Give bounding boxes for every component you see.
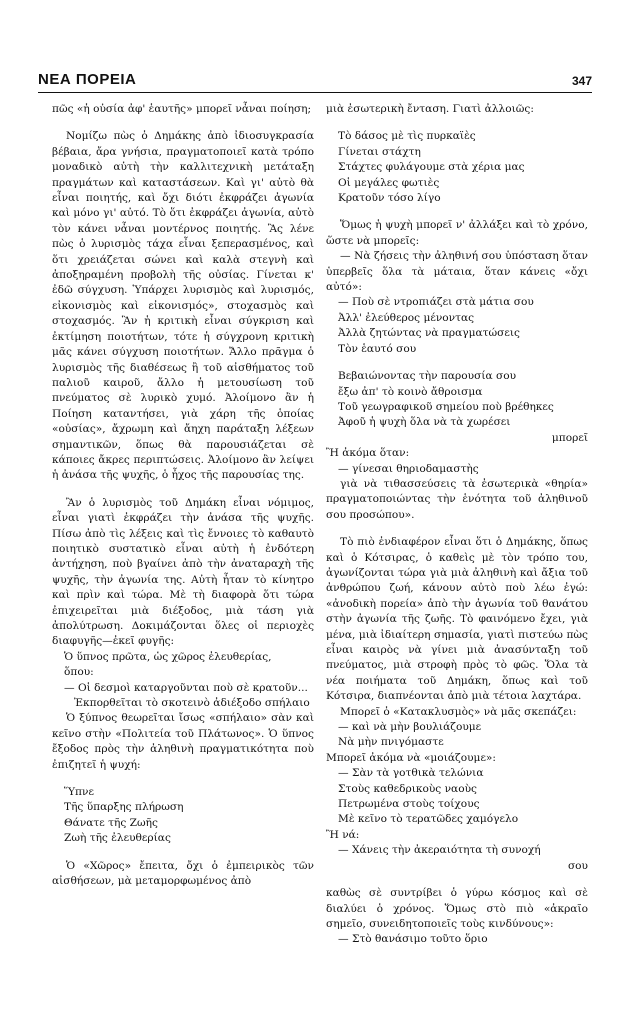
paragraph: Ἂν ὁ λυρισμὸς τοῦ Δημάκη εἶναι νόμιμος, εἶναι γιατὶ ἐκφράζει τὴν ἀνάσα τῆς ψυχῆς. Πίσω ἀπὸ τὶς λέξεις καὶ τὶς ἔννοιες τὸ καθαυτὸ ποιητικὸ συστατικὸ εἶναι αὐτὴ ἡ ἐνδότερη ἀντήχηση, ποὺ βγαίνει ἀπὸ τὴν ἀναταραχὴ τῆς ψυχῆς, τὴν ἀγωνία της. Αὐτὴ ἦταν τὸ κίνητρο καὶ πρὶν καὶ τώρα. Μὲ τὴ διαφορὰ ὅτι τώρα ἐπιχειρεῖται μιὰ διέξοδος, μιὰ τάση γιὰ ἀπολύτρωση. Δοκιμάζονται ὅλες οἱ περιοχὲς διαφυγῆς—ἐκεῖ φυγῆς: [52, 496, 314, 648]
verse-line: Ἀλλὰ ζητώντας νὰ πραγματώσεις [338, 327, 520, 340]
poem-stanza [326, 369, 588, 446]
verse-line: Ἀφοῦ ἡ ψυχὴ ὅλα νὰ τὰ χωρέσει [338, 416, 511, 429]
verse-line: Τὸν ἑαυτό σου [338, 342, 417, 355]
verse-line: Γίνεται στάχτη [338, 145, 421, 158]
verse-line: — Χάνεις τὴν ἀκεραιότητα τὴ συνοχή [338, 844, 541, 857]
paragraph: Τὸ πιὸ ἐνδιαφέρον εἶναι ὅτι ὁ Δημάκης, ὅπως καὶ ὁ Κότσιρας, ὁ καθεὶς μὲ τὸν τρόπο του, ἀγωνίζονται τώρα γιὰ μιὰ ἀληθινὴ καὶ ἄξια τοῦ ἀνθρώπου ζωή, κάνουν αὐτὸ ποὺ λέω ἐγώ: «ἀνοδικὴ πορεία» ἀπὸ τὴν ἀγωνία τοῦ θανάτου στὴν ἀγωνία τῆς ζωῆς. Τὸ φαινόμενο ἔχει, γιὰ μένα, μιὰ ἰδιαίτερη σημασία, γιατὶ πιστεύω πὼς εἶναι καιρὸς νὰ γίνει μιὰ ἀνασύνταξη τοῦ πνεύματος, μιὰ στροφὴ πρὸς τὸ φῶς. Ὅλα τὰ νέα ποιήματα τοῦ Δημάκη, ὅπως καὶ τοῦ Κότσιρα, διαπνέονται ἀπὸ μιὰ τέτοια λαχτάρα. [326, 536, 588, 703]
verse-line: Στοὺς καθεδρικοὺς ναοὺς [338, 782, 477, 795]
paragraph: Ἢ νά: [326, 828, 360, 841]
quoted-verse [52, 650, 314, 712]
verse-line: — Σὰν τὰ γοτθικὰ τελώνια [338, 767, 484, 780]
paragraph: πῶς «ἡ οὐσία ἀφ' ἑαυτῆς» μπορεῖ νἆναι ποίηση; [52, 103, 312, 115]
verse-line: Νὰ μὴν πνιγόμαστε [338, 736, 444, 749]
verse-line: Ἀλλ' ἐλεύθερος μένοντας [338, 311, 475, 324]
paragraph: — Νὰ ζήσεις τὴν ἀληθινή σου ὑπόσταση ὅταν ὑπερβεῖς ὅλα τὰ μάταια, ὅταν κάνεις «ὄχι αὐτό»: [326, 250, 588, 294]
paragraph: Νομίζω πὼς ὁ Δημάκης ἀπὸ ἰδιοσυγκρασία βέβαια, ἄρα γνήσια, πραγματοποιεῖ κατὰ τρόπο μοναδικὸ αὐτὴ τὴν καλλιτεχνικὴ μετάταξη πραγμάτων καὶ καταστάσεων. Καὶ γι' αὐτὸ θὰ εἶναι ποιητής, καὶ ὄχι διότι ἐκφράζει ἀγωνία καὶ μόνο γι' αὐτό. Τὸ ὅτι ἐκφράζει ἀγωνία, αὐτὸ τὸν κάνει νἆναι μοντέρνος ποιητής. Ἂς λένε πὼς ὁ λυρισμὸς τάχα εἶναι ξεπερασμένος, καὶ ὅτι χρειάζεται σώνει καὶ καλὰ στεγνὴ καὶ ἀποξηραμένη προβολὴ τῆς οὐσίας. Γίνεται κ' ἐδῶ σύγχυση. Ὑπάρχει λυρισμὸς καὶ λυρισμός, εἰκονισμὸς καὶ εἰκονισμός», στοχασμὸς καὶ στοχασμός. Ἂν ἡ κριτικὴ εἶναι σύγκριση καὶ ἐκτίμηση ποιοτήτων, τότε ἡ σύγχρονη κριτικὴ μᾶς κάνει σύγχυση ποιοτήτων. Ἄλλο πρᾶγμα ὁ λυρισμὸς τῆς διαθέσεως ἢ τοῦ αἰσθήματος τοῦ παλιοῦ καιροῦ, ἄλλο ἡ μετουσίωση τοῦ πνεύματος σὲ λυρικὸ χυμό. Ἀλοίμονο ἂν ἡ Ποίηση καταντήσει, γιὰ χάρη τῆς ὁποίας «οὐσίας», ἄχρωμη καὶ ἄηχη παράταξη λέξεων σημαντικῶν, ὅπως θὰ παρουσιάζεται σὲ κάποιες ἄκρες περιπτώσεις. Ἀλοίμονο ἂν λείψει ἡ ἀνάσα τῆς ψυχῆς, ὁ ἦχος τῆς παρουσίας της. [52, 130, 314, 482]
running-header [38, 60, 592, 93]
paragraph: Ὅμως ἡ ψυχὴ μπορεῖ ν' ἀλλάξει καὶ τὸ χρόνο, ὥστε νὰ μπορεῖς: [326, 219, 588, 247]
paragraph: γιὰ νὰ τιθασσεύσεις τὰ ἐσωτερικὰ «θηρία» πραγματοποιώντας τὴν ἑνότητα τοῦ ἀληθινοῦ σου προσώπου». [326, 477, 588, 521]
verse-line: — Στὸ θανάσιμο τοῦτο ὅριο [338, 933, 488, 946]
poem-stanza [326, 129, 588, 206]
verse-line: Ὁ ὕπνος πρῶτα, ὡς χῶρος ἐλευθερίας, [64, 650, 272, 663]
verse-line: Πετρωμένα στοὺς τοίχους [338, 798, 480, 811]
poem-stanza [326, 720, 588, 751]
paragraph: καθὼς σὲ συντρίβει ὁ γύρω κόσμος καὶ σὲ διαλύει ὁ χρόνος. Ὅμως στὸ πιὸ «ἀκραῖο σημεῖο, συνειδητοποιεῖς τοὺς κινδύνους»: [326, 887, 588, 930]
paragraph: Μπορεῖ ἀκόμα νὰ «μοιάζουμε»: [326, 751, 496, 764]
verse-line: Θάνατε τῆς Ζωῆς [64, 816, 158, 829]
verse-line: Ζωὴ τῆς ἐλευθερίας [64, 832, 171, 845]
page-number: 347 [571, 74, 592, 88]
journal-title: ΝΕΑ ΠΟΡΕΙΑ [38, 71, 137, 88]
verse-line: ἔξω ἀπ' τὸ κοινὸ ἄθροισμα [338, 385, 483, 398]
paragraph: Μπορεῖ ὁ «Κατακλυσμὸς» νὰ μᾶς σκεπάζει: [340, 705, 577, 718]
verse-line: Τοῦ γεωγραφικοῦ σημείου ποὺ βρέθηκες [338, 400, 554, 413]
verse-line: Βεβαιώνοντας τὴν παρουσία σου [338, 370, 517, 383]
paragraph: μιὰ ἐσωτερικὴ ἔνταση. Γιατὶ ἀλλοιῶς: [326, 103, 534, 115]
paragraph: Ὁ «Χῶρος» ἔπειτα, ὄχι ὁ ἐμπειρικὸς τῶν αἰσθήσεων, μὰ μεταμορφωμένος ἀπὸ [52, 859, 314, 888]
right-column [326, 102, 588, 948]
verse-line: — Ποὺ σὲ ντροπιάζει στὰ μάτια σου [338, 296, 534, 309]
verse-line: Οἱ μεγάλες φωτιὲς [338, 176, 440, 189]
left-column [52, 102, 314, 890]
verse-line: Κρατοῦν τόσο λίγο [338, 192, 441, 205]
verse-line: — Οἱ δεσμοὶ καταργοῦνται ποὺ σὲ κρατοῦν... [64, 681, 308, 694]
verse-line: — γίνεσαι θηριοδαμαστὴς [338, 462, 479, 475]
verse-line: Ἐκπορθεῖται τὸ σκοτεινὸ ἀδιέξοδο σπήλαιο [74, 697, 310, 710]
verse-line: μπορεῖ [551, 431, 588, 444]
poem-stanza [326, 766, 588, 828]
verse-line: Ὕπνε [64, 786, 94, 799]
paragraph: Ὁ ξύπνος θεωρεῖται ἴσως «σπήλαιο» σὰν καὶ κεῖνο στὴν «Πολιτεία τοῦ Πλάτωνος». Ὁ ὕπνος ἔξοδος πρὸς τὴν ἀληθινὴ πραγματικότητα ποὺ ἐπιζητεῖ ἡ ψυχή: [52, 712, 314, 771]
poem-stanza [52, 785, 314, 847]
verse-line: Μὲ κεῖνο τὸ τερατῶδες χαμόγελο [338, 813, 519, 826]
verse-line: Τῆς ὕπαρξης πλήρωση [64, 801, 184, 814]
verse-line: Τὸ δάσος μὲ τὶς πυρκαϊὲς [338, 130, 476, 143]
poem-stanza [326, 295, 588, 357]
verse-line: ὅπου: [64, 666, 94, 679]
verse-line: — καὶ νὰ μὴν βουλιάζουμε [338, 721, 482, 734]
paragraph: Ἢ ἀκόμα ὅταν: [326, 447, 410, 460]
verse-line: Στάχτες φυλάγουμε στὰ χέρια μας [338, 161, 525, 174]
verse-line: σου [567, 859, 588, 872]
